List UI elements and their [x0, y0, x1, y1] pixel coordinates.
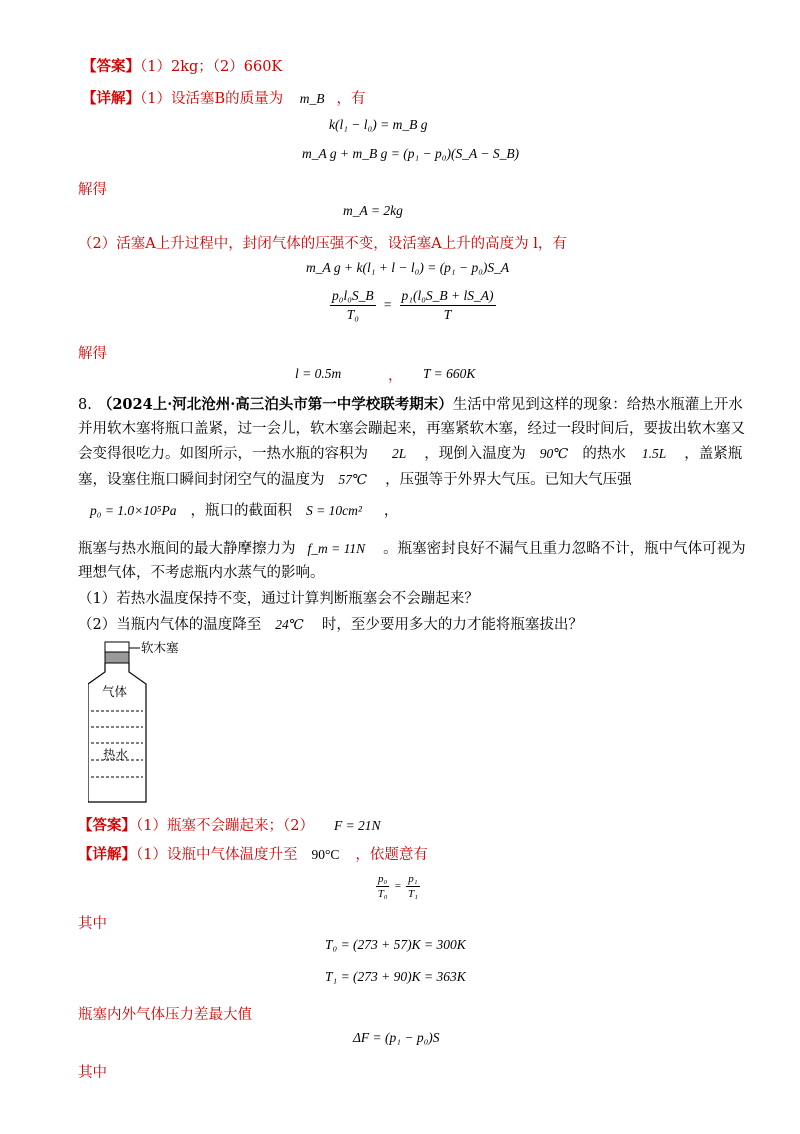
temperature-low: 24℃ — [275, 617, 304, 632]
q8-line4b-text: ，压强等于外界大气压。已知大气压强 — [385, 472, 632, 488]
eq5-left-fraction — [330, 288, 376, 323]
question-8-line-5 — [78, 499, 398, 520]
q8-line3c-text: 的热水 — [582, 446, 626, 462]
answer-line-1 — [82, 55, 282, 76]
answer-label: 【答案】 — [82, 58, 140, 75]
equation-2: m_A g + m_B g = (p₁ − p₀)(S_A − S_B) — [302, 146, 520, 161]
qizhong-label-2: 其中 — [78, 1065, 107, 1081]
frac-left-den: T₀ — [377, 888, 388, 900]
jiede-label-2: 解得 — [78, 346, 107, 362]
question-8-line-7: 理想气体，不考虑瓶内水蒸气的影响。 — [78, 565, 325, 581]
gay-lussac-equation: $\frac{\text{p₀}}{\text{T₀}}$ = $\frac{\text{p₁}}{\text{T₁}}$ — [377, 873, 418, 900]
equation-3: m_A = 2kg — [343, 203, 403, 218]
cork-bottom — [105, 652, 129, 663]
detail-text-4: ，依题意有 — [355, 847, 428, 863]
equation-5: $\frac{\text{p₀l₀S\_B}}{\text{T₀}}$ = $\frac{\text{p₁(l₀S\_B + lS\_A)}}{T}$ — [332, 288, 494, 322]
eq5-right-num: p₁(l₀S_B + lS_A) — [400, 288, 496, 306]
detail-text: （1）设活塞B的质量为 — [140, 91, 284, 107]
q8-line6b-text: 。瓶塞密封良好不漏气且重力忽略不计，瓶中气体可视为 — [383, 541, 746, 557]
frac-left — [376, 873, 389, 900]
detail-var: m_B — [299, 91, 325, 106]
equation-1: k(l₁ − l₀) = m_B g — [329, 117, 428, 132]
eq5-left-den: T₀ — [346, 307, 359, 322]
q8-line5b-text: ， — [383, 503, 399, 519]
pressure-diff-text: 瓶塞内外气体压力差最大值 — [78, 1007, 252, 1023]
eq5-right-fraction — [400, 288, 496, 323]
q8-line6a-text: 瓶塞与热水瓶间的最大静摩擦力为 — [78, 541, 296, 557]
sub-question-2 — [78, 613, 583, 634]
equation-6b: T = 660K — [423, 366, 476, 381]
max-static-friction: f_m = 11N — [307, 541, 366, 556]
label-cork: 软木塞 — [141, 640, 179, 655]
equation-6a: l = 0.5m — [295, 366, 342, 381]
question-8-line-2: 并用软木塞将瓶口盖紧，过一会儿，软木塞会蹦起来，再塞紧软木塞，经过一段时间后，要拔出软木塞又 — [78, 421, 745, 437]
thermos-diagram — [88, 636, 208, 806]
answer-label-2: 【答案】 — [78, 817, 136, 834]
thermos-figure — [88, 636, 208, 806]
question-text-1: 生活中常见到这样的现象：给热水瓶灌上开水 — [452, 397, 743, 413]
cork-top — [105, 642, 129, 652]
detail-line-2 — [78, 843, 428, 864]
volume-water: 1.5L — [641, 446, 667, 461]
label-hot-water: 热水 — [103, 747, 129, 762]
detail-label: 【详解】 — [82, 90, 140, 107]
qizhong-label-1: 其中 — [78, 916, 107, 932]
question-number: 8. — [78, 397, 92, 413]
detail-text-2: ，有 — [336, 91, 366, 107]
equation-6-separator: ， — [388, 368, 403, 384]
detail-text-3: （1）设瓶中气体温度升至 — [136, 847, 298, 863]
equation-t1: T₁ = (273 + 90)K = 363K — [325, 969, 466, 984]
label-gas: 气体 — [102, 684, 128, 699]
atmospheric-pressure: p₀ = 1.0×10⁵Pa — [90, 503, 177, 518]
answer-force: F = 21N — [333, 818, 381, 833]
q8-line3b-text: ，现倒入温度为 — [424, 446, 526, 462]
jiede-label-1: 解得 — [78, 182, 107, 198]
volume-bottle: 2L — [392, 446, 407, 461]
q8-line4a-text: 塞，设塞住瓶口瞬间封闭空气的温度为 — [78, 472, 325, 488]
frac-right-num: p₁ — [408, 873, 418, 885]
equation-t0: T₀ = (273 + 57)K = 300K — [325, 937, 466, 952]
q8-line5a-text: ，瓶口的截面积 — [190, 503, 292, 519]
answer-text: （1）2kg；（2）660K — [140, 59, 283, 75]
temperature-air: 57℃ — [338, 472, 368, 487]
q8-line3d-text: ，盖紧瓶 — [684, 446, 743, 462]
detail-line-1 — [82, 87, 366, 108]
question-8-line-1 — [78, 393, 743, 414]
question-8-line-6 — [78, 537, 746, 558]
bottle-neck-area: S = 10cm² — [305, 503, 362, 518]
eq5-right-den: T — [443, 307, 452, 322]
answer-text-2: （1）瓶塞不会蹦起来；（2） — [136, 818, 314, 834]
part2-text: （2）活塞A上升过程中，封闭气体的压强不变，设活塞A上升的高度为 l，有 — [78, 236, 567, 252]
eq5-left-num: p₀l₀S_B — [330, 288, 376, 306]
frac-left-num: p₀ — [378, 873, 388, 885]
sub2-text-a: （2）当瓶内气体的温度降至 — [78, 617, 262, 633]
sub2-text-b: 时，至少要用多大的力才能将瓶塞拔出？ — [321, 617, 583, 633]
equation-delta-f: ΔF = (p₁ − p₀)S — [353, 1030, 440, 1045]
frac-right — [406, 873, 419, 900]
answer-line-2 — [78, 814, 381, 835]
question-8-line-4 — [78, 468, 632, 489]
detail-temperature: 90°C — [311, 847, 340, 862]
equation-4: m_A g + k(l₁ + l − l₀) = (p₁ − p₀)S_A — [306, 260, 510, 275]
frac-right-den: T₁ — [407, 888, 418, 900]
temperature-water: 90℃ — [539, 446, 569, 461]
question-source: （2024上·河北沧州·高三泊头市第一中学校联考期末） — [97, 396, 453, 413]
detail-label-2: 【详解】 — [78, 846, 136, 863]
q8-line3-text: 会变得很吃力。如图所示，一热水瓶的容积为 — [78, 446, 368, 462]
question-8-line-3 — [78, 442, 742, 463]
sub-question-1: （1）若热水温度保持不变，通过计算判断瓶塞会不会蹦起来？ — [78, 591, 479, 607]
